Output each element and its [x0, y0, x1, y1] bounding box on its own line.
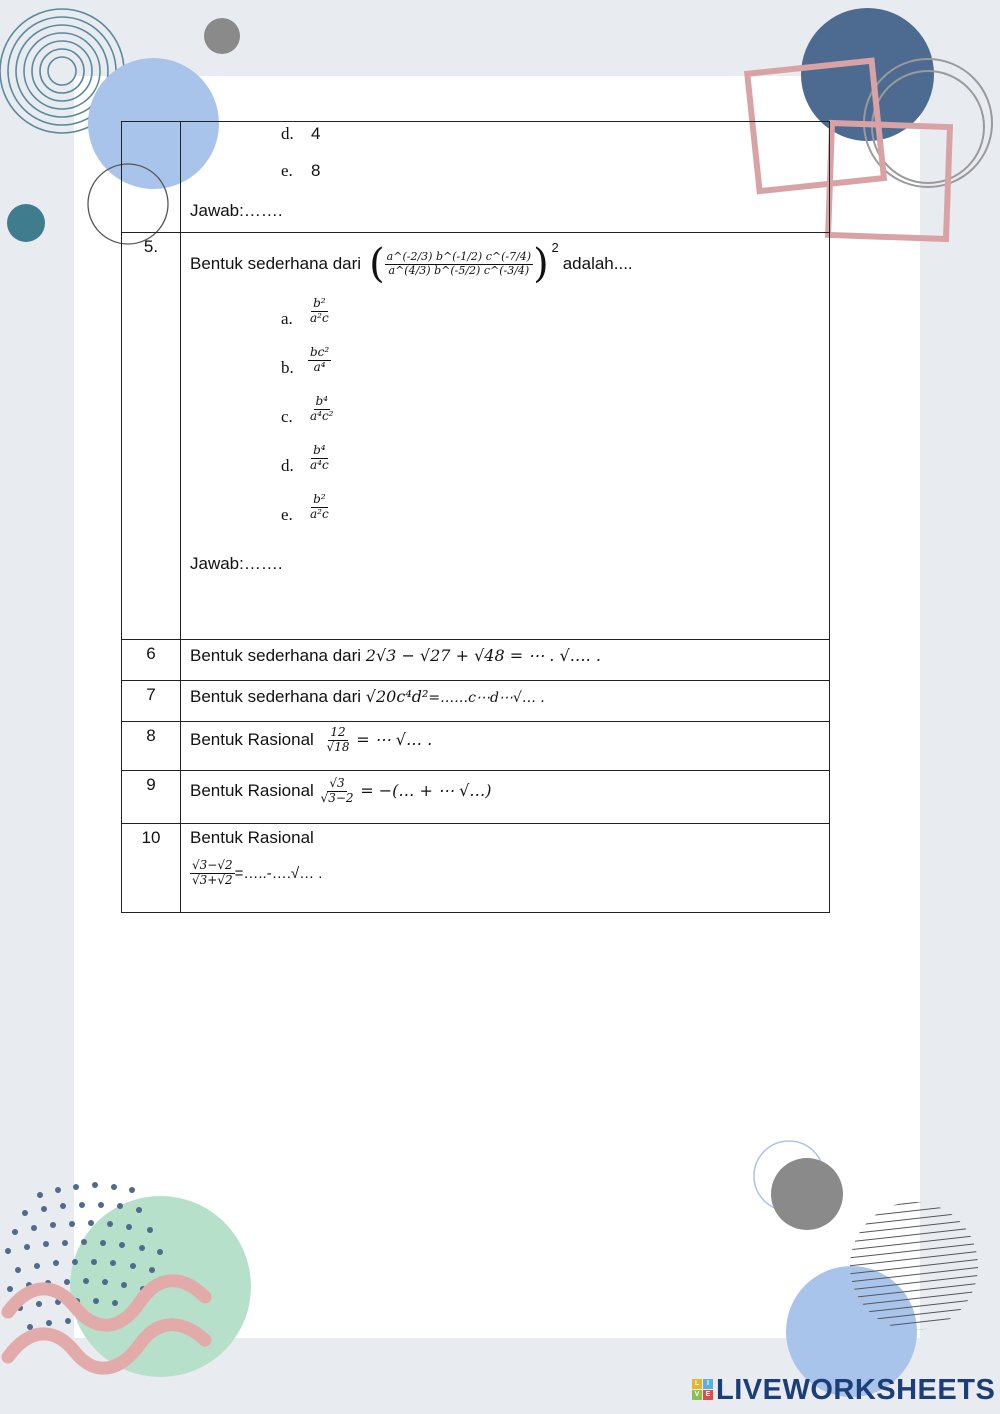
liveworksheets-logo-icon: L I V E: [692, 1379, 713, 1400]
exponent-expression: ( $\frac{a\^{}(-2/3) b\^{}(-1/2) c\^{}(-7/4)}{a\^{}(4/3) b\^{}(-5/2) c\^{}(-3/4)}$ ) 2: [369, 240, 559, 287]
option-d: d. $\frac{\text{b⁴}}{\text{a⁴c}}$: [281, 443, 329, 475]
option-e: e. $\frac{\text{b²}}{\text{a²c}}$: [281, 492, 329, 524]
question-body: Bentuk sederhana dari 2√3 − √27 + √48 = ⋯ . √…. .: [181, 640, 830, 681]
grey-circle-decoration: [771, 1158, 843, 1230]
row-number: 5.: [122, 233, 181, 640]
option-c: c. $\frac{\text{b⁴}}{\text{a⁴c²}}$: [281, 394, 334, 426]
question-body: Bentuk Rasional $\frac{√3}{√3-2}$ = −(… + ⋯ √…): [181, 771, 830, 824]
scribble-circle-decoration: [848, 1200, 983, 1335]
row-number: 6: [122, 640, 181, 681]
question-body: [181, 233, 830, 640]
option-b: b. $\frac{\text{bc²}}{\text{a⁴}}$: [281, 345, 330, 377]
question-body: [181, 122, 830, 233]
option-e: e. 8: [281, 161, 321, 180]
row-number: 7: [122, 681, 181, 722]
table-row: [122, 771, 830, 824]
option-d: d. 4: [281, 124, 321, 143]
table-row: [122, 722, 830, 771]
question-body: Bentuk sederhana dari √20c⁴d²=……c⋯d⋯√… .: [181, 681, 830, 722]
row-number: 8: [122, 722, 181, 771]
answer-line: Jawab:…….: [190, 201, 283, 220]
table-row: [122, 122, 830, 233]
question-body: Bentuk Rasional $\frac{12}{√18}$ = ⋯ √… .: [181, 722, 830, 771]
table-row: [122, 824, 830, 913]
pink-waves-decoration: [0, 1262, 220, 1372]
answer-line: Jawab:…….: [190, 554, 283, 573]
table-row: [122, 681, 830, 722]
question-body: Bentuk Rasional $\frac{√3-√2}{√3+√2}$ =…..-….√… .: [181, 824, 830, 913]
option-a: a. $\frac{\text{b²}}{\text{a²c}}$: [281, 296, 329, 328]
row-number: 9: [122, 771, 181, 824]
table-row: [122, 640, 830, 681]
question-line: Bentuk sederhana dari ( $\frac{a\^{}(-2/3) b\^{}(-1/2) c\^{}(-7/4)}{a\^{}(4/3) b\^{}(-5/2) c\^{}(-3/4)}$ ) 2 adalah....: [190, 240, 633, 287]
row-number: 10: [122, 824, 181, 913]
teal-dot-decoration: [7, 204, 45, 242]
row-number: [122, 122, 181, 233]
brand-logo: LIVEWORKSHEETS: [716, 1374, 996, 1406]
table-row: [122, 233, 830, 640]
grey-dot-decoration: [204, 18, 240, 54]
question-table: [121, 121, 830, 913]
